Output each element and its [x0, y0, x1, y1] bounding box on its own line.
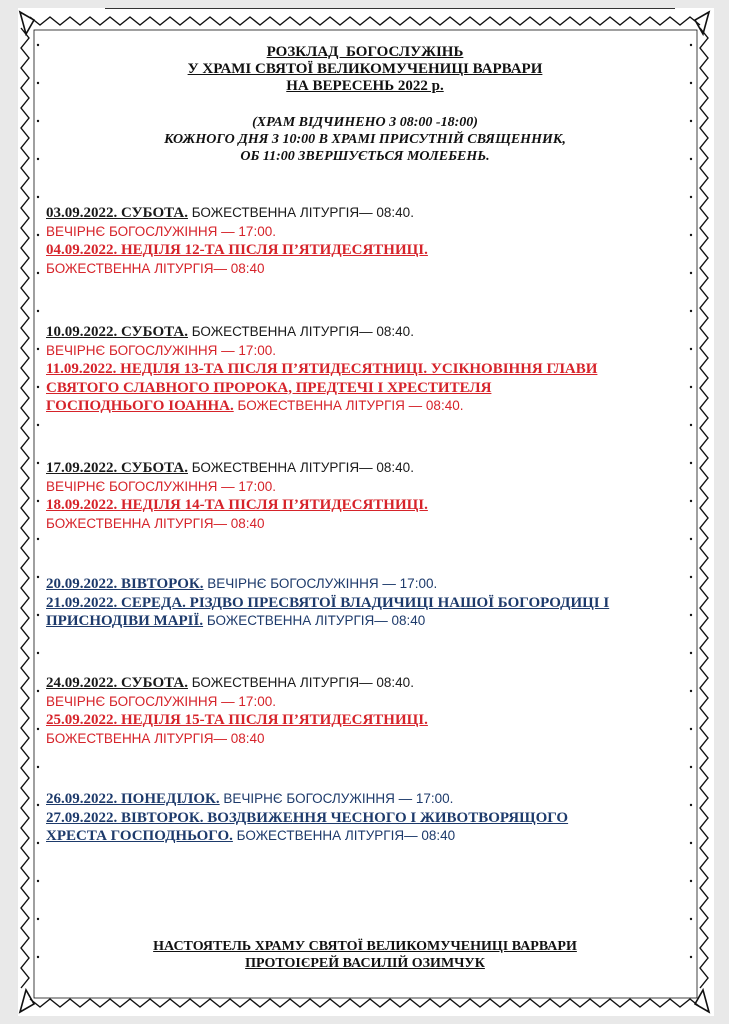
- note-hours: (ХРАМ ВІДЧИНЕНО З 08:00 -18:00): [252, 115, 478, 130]
- border-dot: [37, 538, 39, 540]
- entry-sunday-cont: ГОСПОДНЬОГО ІОАННА.: [46, 398, 234, 414]
- entry-date: 17.09.2022. СУБОТА.: [46, 460, 188, 476]
- border-dot: [37, 44, 39, 46]
- entry-sunday: 04.09.2022. НЕДІЛЯ 12-ТА ПІСЛЯ П’ЯТИДЕСЯТНИЦІ.: [46, 242, 428, 258]
- border-dot: [690, 538, 692, 540]
- border-dot: [690, 158, 692, 160]
- entry-service: БОЖЕСТВЕННА ЛІТУРГІЯ— 08:40.: [187, 460, 414, 475]
- entry-sunday: 25.09.2022. НЕДІЛЯ 15-ТА ПІСЛЯ П’ЯТИДЕСЯТНИЦІ.: [46, 712, 428, 728]
- entry-date: 26.09.2022. ПОНЕДІЛОК.: [46, 791, 220, 807]
- border-dot: [37, 310, 39, 312]
- border-dot: [37, 766, 39, 768]
- footer-priest-name: ПРОТОІЄРЕЙ ВАСИЛІЙ ОЗИМЧУК: [245, 956, 485, 971]
- entry-service: БОЖЕСТВЕННА ЛІТУРГІЯ— 08:40: [203, 613, 426, 628]
- border-dot: [37, 614, 39, 616]
- border-dot: [37, 386, 39, 388]
- border-dot: [690, 310, 692, 312]
- border-dot: [690, 120, 692, 122]
- entry-service: БОЖЕСТВЕННА ЛІТУРГІЯ— 08:40.: [187, 675, 414, 690]
- schedule-entry-5: [46, 674, 696, 748]
- entry-feast-cont: ХРЕСТА ГОСПОДНЬОГО.: [46, 828, 233, 844]
- entry-evening: ВЕЧІРНЄ БОГОСЛУЖІННЯ — 17:00.: [46, 223, 276, 239]
- schedule-entry-1: [46, 204, 696, 278]
- border-dot: [690, 880, 692, 882]
- entry-evening: ВЕЧІРНЄ БОГОСЛУЖІННЯ — 17:00.: [46, 478, 276, 494]
- entry-feast: 27.09.2022. ВІВТОРОК. ВОЗДВИЖЕННЯ ЧЕСНОГО І ЖИВОТВОРЯЩОГО: [46, 809, 569, 826]
- border-dot: [37, 348, 39, 350]
- border-dot: [690, 766, 692, 768]
- entry-sunday: 11.09.2022. НЕДІЛЯ 13-ТА ПІСЛЯ П’ЯТИДЕСЯТНИЦІ. УСІКНОВІННЯ ГЛАВИ: [46, 361, 598, 377]
- header-church: У ХРАМІ СВЯТОЇ ВЕЛИКОМУЧЕНИЦІ ВАРВАРИ: [187, 61, 543, 77]
- entry-evening: ВЕЧІРНЄ БОГОСЛУЖІННЯ — 17:00.: [46, 693, 276, 709]
- border-dot: [37, 576, 39, 578]
- border-dot: [690, 196, 692, 198]
- schedule-entry-2: [46, 323, 696, 416]
- entry-service: ВЕЧІРНЄ БОГОСЛУЖІННЯ — 17:00.: [203, 576, 438, 591]
- border-dot: [690, 652, 692, 654]
- border-dot: [690, 424, 692, 426]
- border-dot: [37, 120, 39, 122]
- border-dot: [37, 918, 39, 920]
- border-dot: [690, 918, 692, 920]
- entry-service: БОЖЕСТВЕННА ЛІТУРГІЯ— 08:40: [46, 515, 265, 531]
- schedule-entry-4: [46, 575, 696, 631]
- entry-service: БОЖЕСТВЕННА ЛІТУРГІЯ— 08:40: [232, 828, 456, 843]
- signature-block: [40, 938, 690, 972]
- entry-service: БОЖЕСТВЕННА ЛІТУРГІЯ— 08:40.: [187, 205, 414, 220]
- border-dot: [690, 82, 692, 84]
- border-dot: [37, 880, 39, 882]
- note-priest: КОЖНОГО ДНЯ З 10:00 В ХРАМІ ПРИСУТНІЙ СВЯЩЕННИК,: [164, 132, 566, 147]
- border-dot: [37, 500, 39, 502]
- border-dot: [37, 804, 39, 806]
- border-dot: [37, 272, 39, 274]
- entry-feast: 21.09.2022. СЕРЕДА. РІЗДВО ПРЕСВЯТОЇ ВЛАДИЧИЦІ НАШОЇ БОГОРОДИЦІ І: [46, 594, 610, 611]
- entry-service: БОЖЕСТВЕННА ЛІТУРГІЯ— 08:40: [46, 260, 265, 276]
- border-dot: [37, 956, 39, 958]
- border-dot: [37, 158, 39, 160]
- entry-sunday-cont: СВЯТОГО СЛАВНОГО ПРОРОКА, ПРЕДТЕЧІ І ХРЕСТИТЕЛЯ: [46, 379, 492, 396]
- entry-evening: ВЕЧІРНЄ БОГОСЛУЖІННЯ — 17:00.: [46, 342, 276, 358]
- entry-service: БОЖЕСТВЕННА ЛІТУРГІЯ — 08:40.: [233, 398, 464, 413]
- border-dot: [37, 196, 39, 198]
- entry-date: 10.09.2022. СУБОТА.: [46, 324, 188, 340]
- entry-feast-cont: ПРИСНОДІВИ МАРІЇ.: [46, 613, 204, 629]
- border-dot: [37, 728, 39, 730]
- schedule-header: [40, 44, 690, 95]
- entry-service: БОЖЕСТВЕННА ЛІТУРГІЯ— 08:40.: [187, 324, 414, 339]
- border-dot: [37, 424, 39, 426]
- border-dot: [37, 82, 39, 84]
- border-dot: [37, 842, 39, 844]
- entry-date: 24.09.2022. СУБОТА.: [46, 675, 188, 691]
- entry-service: БОЖЕСТВЕННА ЛІТУРГІЯ— 08:40: [46, 730, 265, 746]
- border-dot: [37, 652, 39, 654]
- border-dot: [37, 462, 39, 464]
- opening-note: [40, 114, 690, 165]
- border-dot: [37, 234, 39, 236]
- border-dot: [37, 690, 39, 692]
- footer-rector: НАСТОЯТЕЛЬ ХРАМУ СВЯТОЇ ВЕЛИКОМУЧЕНИЦІ ВАРВАРИ: [153, 939, 577, 954]
- entry-date: 03.09.2022. СУБОТА.: [46, 205, 188, 221]
- entry-service: ВЕЧІРНЄ БОГОСЛУЖІННЯ — 17:00.: [219, 791, 454, 806]
- border-dot: [690, 956, 692, 958]
- schedule-entry-6: [46, 790, 696, 846]
- entry-date: 20.09.2022. ВІВТОРОК.: [46, 576, 204, 592]
- header-month: НА ВЕРЕСЕНЬ 2022 р.: [286, 78, 444, 94]
- note-moleben: ОБ 11:00 ЗВЕРШУЄТЬСЯ МОЛЕБЕНЬ.: [240, 149, 490, 164]
- header-title: РОЗКЛАД БОГОСЛУЖІНЬ: [266, 44, 464, 60]
- border-dot: [690, 44, 692, 46]
- entry-sunday: 18.09.2022. НЕДІЛЯ 14-ТА ПІСЛЯ П’ЯТИДЕСЯТНИЦІ.: [46, 497, 428, 513]
- schedule-entry-3: [46, 459, 696, 533]
